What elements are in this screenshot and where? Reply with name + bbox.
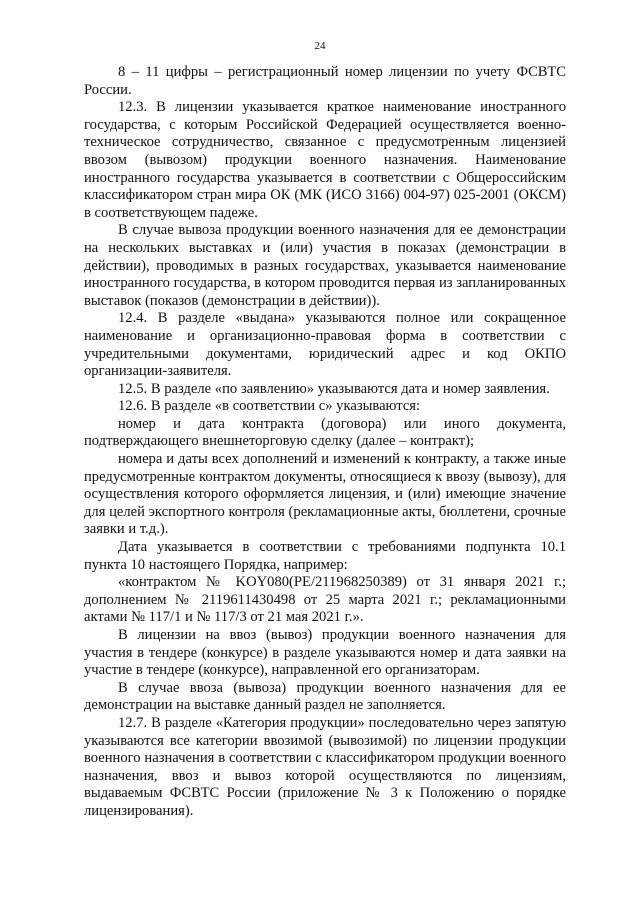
paragraph-exhibition-not-filled: В случае ввоза (вывоза) продукции военного назначения для ее демонстрации на выставке данный раздел не заполняется.: [84, 679, 566, 714]
paragraph-12-6-in-accordance: 12.6. В разделе «в соответствии с» указываются:: [118, 398, 421, 415]
paragraph-date-format: Дата указывается в соответствии с требованиями подпункта 10.1 пункта 10 настоящего Порядка, например:: [84, 539, 566, 573]
page-number: 24: [314, 40, 326, 52]
paragraph-license-number-digits: 8 – 11 цифры – регистрационный номер лицензии по учету ФСВТС России.: [84, 64, 566, 98]
paragraph-contract-example: «контрактом № KOY080(PE/211968250389) от 31 января 2021 г.; дополнением № 2119611430498 от 25 марта 2021 г.; рекламационными актами № 117/1 и № 117/3 от 21 мая 2021 г.».: [84, 574, 566, 626]
paragraph-tender-participation: В лицензии на ввоз (вывоз) продукции военного назначения для участия в тендере (конкурсе) в разделе указываются номер и дата заявки на участие в тендере (конкурсе), направленной его организаторам.: [84, 627, 566, 679]
paragraph-12-7-product-category: 12.7. В разделе «Категория продукции» последовательно через запятую указываются все категории ввозимой (вывозимой) по лицензии продукции военного назначения в соответствии с классификатором продукции военного назначения, ввоз и вывоз которой осуществляются по лицензиям, выдаваемым ФСВТС России (приложение № 3 к Положению о порядке лицензирования).: [84, 714, 566, 819]
paragraph-contract-amendments: номера и даты всех дополнений и изменений к контракту, а также иные предусмотренные контрактом документы, относящиеся к ввозу (вывозу), для осуществления которого оформляется лицензия, и (или) имеющие значение для целей экспортного контроля (рекламационные акты, бюллетени, срочные заявки и т.д.).: [84, 451, 566, 538]
paragraph-contract-number-date: номер и дата контракта (договора) или иного документа, подтверждающего внешнеторговую сделку (далее – контракт);: [84, 415, 566, 450]
paragraph-12-5-by-application: 12.5. В разделе «по заявлению» указываются дата и номер заявления.: [118, 380, 550, 397]
document-body: [84, 64, 566, 821]
paragraph-exhibition-export: В случае вывоза продукции военного назначения для ее демонстрации на нескольких выставках и (или) участия в показах (демонстрации в действии), проводимых в разных государствах, указывается наименование иностранного государства, в котором проводится первая из запланированных выставок (показов (демонстрации в действии)).: [84, 222, 566, 309]
paragraph-12-4-issued-to: 12.4. В разделе «выдана» указываются полное или сокращенное наименование и организационно-правовая форма в соответствии с учредительными документами, юридический адрес и код ОКПО организации-заявителя.: [84, 310, 566, 380]
paragraph-12-3-foreign-state: 12.3. В лицензии указывается краткое наименование иностранного государства, с которым Российской Федерацией осуществляется военно-техническое сотрудничество, связанное с предусмотренным лицензией ввозом (вывозом) продукции военного назначения. Наименование иностранного государства указывается в соответствии с Общероссийским классификатором стран мира ОК (МК (ИСО 3166) 004-97) 025-2001 (ОКСМ) в соответствующем падеже.: [84, 99, 566, 221]
